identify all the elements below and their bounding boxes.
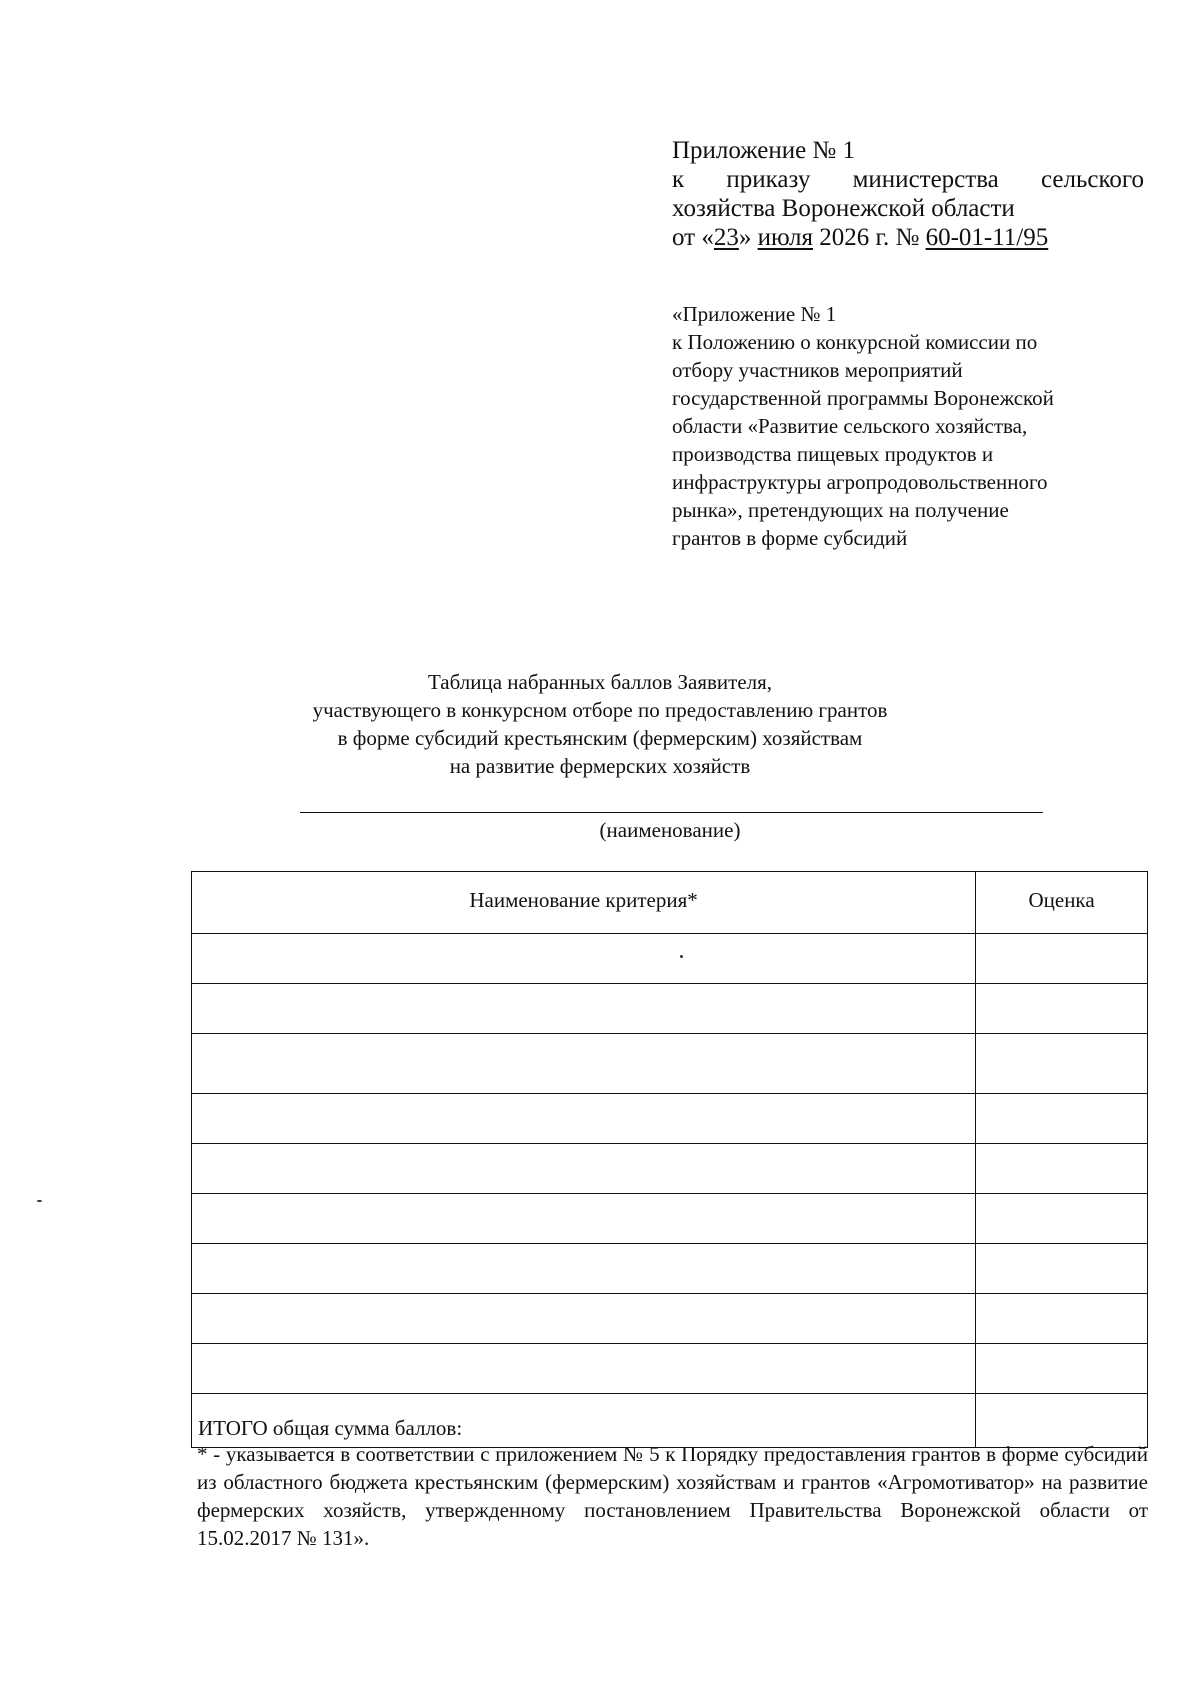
document-title (200, 668, 1000, 780)
reference-line: отбору участников мероприятий (672, 358, 963, 382)
table-row (192, 1244, 1148, 1294)
date-month: июля (757, 224, 814, 251)
criterion-cell[interactable] (192, 934, 976, 984)
criterion-cell[interactable] (192, 1034, 976, 1094)
title-line: на развитие фермерских хозяйств (449, 754, 751, 778)
criterion-cell[interactable] (192, 1244, 976, 1294)
table-row (192, 934, 1148, 984)
table-row (192, 1344, 1148, 1394)
total-label: ИТОГО общая сумма баллов: (192, 1394, 976, 1448)
score-cell[interactable] (976, 1034, 1148, 1094)
date-day: 23 (713, 224, 739, 251)
score-cell[interactable] (976, 1144, 1148, 1194)
title-line: Таблица набранных баллов Заявителя, (427, 670, 773, 694)
score-cell[interactable] (976, 1194, 1148, 1244)
table-row (192, 984, 1148, 1034)
table-header-row (192, 872, 1148, 934)
criterion-cell[interactable] (192, 1094, 976, 1144)
date-mid: » (738, 224, 758, 251)
criterion-cell[interactable] (192, 1194, 976, 1244)
scan-speck (37, 1200, 42, 1202)
criterion-cell[interactable] (192, 1344, 976, 1394)
regulation-reference (672, 300, 1144, 552)
reference-line: производства пищевых продуктов и (672, 442, 994, 466)
table-row (192, 1194, 1148, 1244)
table-row (192, 1294, 1148, 1344)
score-cell[interactable] (976, 1094, 1148, 1144)
reference-line: государственной программы Воронежской (672, 386, 1054, 410)
applicant-name-caption: (наименование) (599, 818, 741, 842)
date-year: 2026 г. № (813, 224, 926, 251)
score-cell[interactable] (976, 1244, 1148, 1294)
criterion-cell[interactable] (192, 984, 976, 1034)
reference-line: «Приложение № 1 (672, 302, 837, 326)
title-line: в форме субсидий крестьянским (фермерским) хозяйствам (337, 726, 863, 750)
appendix-title: Приложение № 1 (672, 137, 856, 164)
title-line: участвующего в конкурсном отборе по предоставлению грантов (312, 698, 888, 722)
appendix-date-line (672, 223, 1144, 252)
reference-line: рынка», претендующих на получение (672, 498, 1009, 522)
table-row (192, 1034, 1148, 1094)
criterion-cell[interactable] (192, 1144, 976, 1194)
scores-table (191, 871, 1148, 1448)
score-cell[interactable] (976, 984, 1148, 1034)
footnote: * - указывается в соответствии с приложением № 5 к Порядку предоставления грантов в форме субсидий из областного бюджета крестьянским (фермерским) хозяйствам и грантов «Агромотиватор» на развитие фермерских хозяйств, утвержденному постановлением Правительства Воронежской области от 15.02.2017 № 131». (197, 1442, 1148, 1550)
criterion-column-header: Наименование критерия* (192, 872, 976, 934)
score-cell[interactable] (976, 1294, 1148, 1344)
table-row (192, 1144, 1148, 1194)
criterion-cell[interactable] (192, 1294, 976, 1344)
appendix-order-ref: к приказу министерства сельского (672, 166, 1144, 193)
score-cell[interactable] (976, 1344, 1148, 1394)
appendix-ministry: хозяйства Воронежской области (672, 195, 1015, 222)
order-number: 60-01-11/95 (925, 224, 1049, 251)
score-cell[interactable] (976, 934, 1148, 984)
scan-speck (680, 955, 683, 958)
table-row (192, 1094, 1148, 1144)
applicant-name-field[interactable] (300, 812, 1043, 813)
date-prefix: от « (672, 224, 714, 251)
reference-line: грантов в форме субсидий (672, 526, 908, 550)
reference-line: области «Развитие сельского хозяйства, (672, 414, 1028, 438)
reference-line: к Положению о конкурсной комиссии по (672, 330, 1038, 354)
reference-line: инфраструктуры агропродовольственного (672, 470, 1048, 494)
score-column-header: Оценка (976, 872, 1148, 934)
appendix-header (672, 136, 1144, 252)
